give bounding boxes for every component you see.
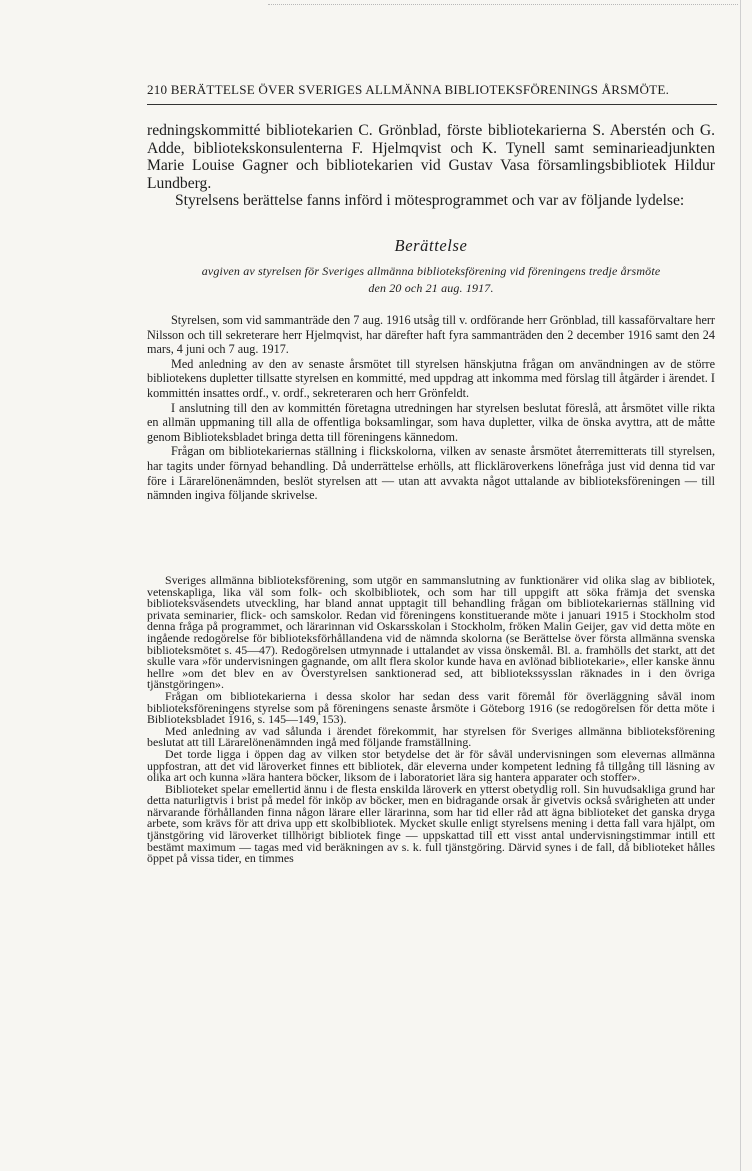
intro-text (147, 122, 715, 210)
letter-paragraph-4: Det torde ligga i öppen dag av vilken stor betydelse det är för såväl undervisningen som elevernas allmänna uppfostran, att det vid läroverket finnes ett bibliotek, där eleverna under kompetent ledning få tillgång till läsning av olika art och kunna »lära hantera böcker, liksom de i laboratoriet lära sig hantera apparater och stoffer». (147, 746, 715, 785)
report-title: Berättelse (394, 236, 468, 255)
intro-paragraph-1: redningskommitté bibliotekarien C. Grönblad, förste bibliotekarierna S. Aberstén och G. Adde, bibliotekskonsulenterna F. Hjelmqvist och K. Tynell samt seminarieadjunkten Marie Louise Gagner och bibliotekarien vid Gustav Vasa församlingsbibliotek Hildur Lundberg. (147, 122, 715, 192)
letter-paragraph-5: Biblioteket spelar emellertid ännu i de flesta enskilda läroverk en ytterst obetydlig roll. Sin huvudsakliga grund har detta naturligtvis i brist på medel för inköp av böcker, men en bidragande orsak är givetvis också svårigheten att under närvarande förhållanden finna någon lärare eller lärarinna, som har tid eller råd att ägna biblioteket det ganska dryga arbete, som krävs för att driva upp ett skolbibliotek. Mycket skulle enligt styrelsens mening i detta fall vara hjälpt, om tjänstgöring vid läroverket tillhörigt bibliotek finge — uppskattad till ett visst antal undervisningstimmar intill ett bestämt maximum — tagas med vid beräkningen av s. k. full tjänstgöring. Därvid synes i de fall, då biblioteket hålles öppet på vissa tider, en timmes (147, 781, 715, 866)
running-head: 210 BERÄTTELSE ÖVER SVERIGES ALLMÄNNA BIBLIOTEKSFÖRENINGS ÅRSMÖTE. (147, 82, 670, 97)
report-paragraph-3: I anslutning till den av kommittén företagna utredningen har styrelsen beslutat föreslå, att årsmötet ville rikta en allmän uppmaning till alla de offentliga boksamlingar, som hava dupletter, vilka de önska avyttra, att de måtte genom Biblioteksbladet bringa detta till föreningens kännedom. (147, 400, 715, 444)
letter-paragraph-1: Sveriges allmänna biblioteksförening, som utgör en sammanslutning av funktionärer vid olika slag av bibliotek, vetenskapliga, lika väl som folk- och skolbibliotek, och som har till uppgift att söka främja det svenska biblioteksväsendets utveckling, har bland annat upptagit till behandling frågan om bibliotekariernas ställning vid privata seminarier, flick- och samskolor. Redan vid föreningens konstituerande möte i januari 1915 i Stockholm stod denna fråga på programmet, och lärarinnan vid Oskarsskolan i Stockholm, fröken Malin Geijer, gav vid detta möte en ingående redogörelse för biblioteksförhållandena vid de nämnda skolorna (se Berättelse över första allmänna svenska biblioteksmötet s. 45—47). Redogörelsen utmynnade i uttalandet av vissa önskemål. Bl. a. framhölls det starkt, att det skulle vara »för undervisningen gagnande, om allt flera skolor kunde hava en avlönad bibliotekarie», eller kanske ännu hellre »om det blev en av Överstyrelsen sanktionerad sed, att bibliotekssysslan räknades in i den övriga tjänstgöringen». (147, 573, 715, 692)
letter-body (147, 575, 715, 865)
report-subtitle-line-2: den 20 och 21 aug. 1917. (368, 281, 494, 295)
letter-paragraph-2: Frågan om bibliotekarierna i dessa skolor har sedan dess varit föremål för överläggning såväl inom biblioteksföreningens styrelse som på föreningens senaste årsmöte i Göteborg 1916 (se redogörelsen för detta möte i Biblioteksbladet 1916, s. 145—149, 153). (147, 688, 715, 727)
report-subtitle (147, 263, 715, 297)
report-subtitle-line-1: avgiven av styrelsen för Sveriges allmänna biblioteksförening vid föreningens tredje årsmöte (201, 264, 661, 278)
report-paragraph-2: Med anledning av den av senaste årsmötet till styrelsen hänskjutna frågan om användningen av de större bibliotekens dupletter tillsatte styrelsen en kommitté, med uppdrag att inkomma med förslag till åtgärder i ärendet. I kommittén insattes ordf., v. ordf., sekreteraren och herr Grönfeldt. (147, 356, 715, 400)
scan-edge-line (740, 0, 741, 1171)
report-paragraph-1: Styrelsen, som vid sammanträde den 7 aug. 1916 utsåg till v. ordförande herr Grönblad, till kassaförvaltare herr Nilsson och till sekreterare herr Hjelmqvist, har därefter haft fyra sammanträden den 2 december 1916 samt den 24 mars, 4 juni och 7 aug. 1917. (147, 313, 715, 357)
report-body (147, 313, 715, 503)
report-paragraph-4: Frågan om bibliotekariernas ställning i flickskolorna, vilken av senaste årsmötet återremitterats till styrelsen, har tagits under förnyad behandling. Då underrättelse erhölls, att flickläroverkens lönefråga just vid denna tid var före i Lärarelönenämnden, beslöt styrelsen att — utan att avvakta något uttalande av biblioteksföreningen — till nämnden ingiva följande skrivelse. (147, 444, 715, 503)
scan-edge-mark (268, 4, 738, 5)
intro-paragraph-2: Styrelsens berättelse fanns införd i mötesprogrammet och var av följande lydelse: (175, 192, 685, 210)
header-rule (147, 104, 717, 105)
letter-paragraph-3: Med anledning av vad sålunda i ärendet förekommit, har styrelsen för Sveriges allmänna biblioteksförening beslutat att till Lärarelönenämnden ingå med följande framställning. (147, 723, 715, 750)
